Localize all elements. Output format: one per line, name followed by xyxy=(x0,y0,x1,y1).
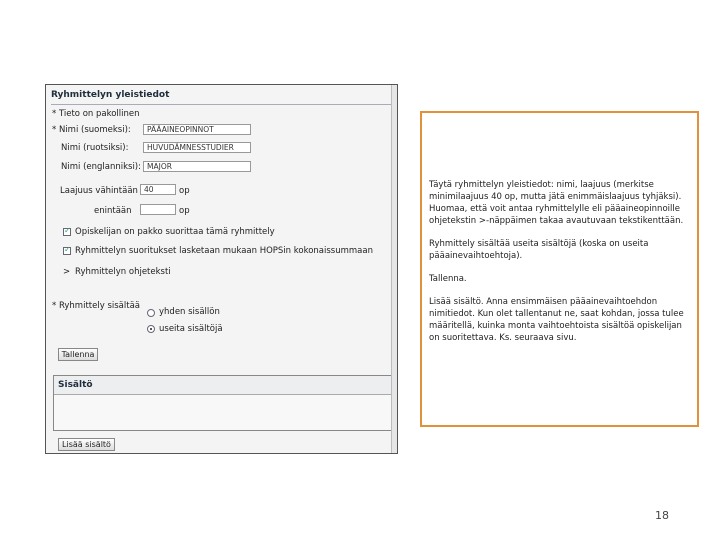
add-content-button[interactable]: Lisää sisältö xyxy=(58,438,115,451)
unit-op-min: op xyxy=(179,186,190,196)
count-in-hops-label: Ryhmittelyn suoritukset lasketaan mukaan HOPSin kokonaissummaan xyxy=(75,246,373,256)
screenshot-panel xyxy=(45,84,398,454)
note-save: Tallenna. xyxy=(429,274,467,284)
extent-max-input[interactable] xyxy=(140,204,176,215)
count-in-hops-checkbox[interactable] xyxy=(63,247,71,255)
radio-many-contents[interactable] xyxy=(147,325,155,333)
general-info-heading: Ryhmittelyn yleistiedot xyxy=(51,90,393,105)
note-add-content: Lisää sisältö. Anna ensimmäisen pääainevaihtoehdon nimitiedot. Kun olet tallentanut ne, saat kohdan, jossa tulee määritellä, kuinka monta vaihtoehtoista sisältöä opiskelijan on suoritettava. Ks. seuraava sivu. xyxy=(429,297,684,343)
name-fi-input[interactable]: PÄÄAINEOPINNOT xyxy=(143,124,251,135)
name-en-label: Nimi (englanniksi): xyxy=(61,162,141,172)
radio-one-label: yhden sisällön xyxy=(159,307,220,317)
note-multiple-contents: Ryhmittely sisältää useita sisältöjä (koska on useita pääainevaihtoehtoja). xyxy=(429,239,649,261)
name-fi-label: * Nimi (suomeksi): xyxy=(52,125,131,135)
required-note: * Tieto on pakollinen xyxy=(52,109,140,119)
extent-min-label: Laajuus vähintään xyxy=(60,186,138,196)
name-sv-input[interactable]: HUVUDÄMNESSTUDIER xyxy=(143,142,251,153)
radio-one-content[interactable] xyxy=(147,309,155,317)
name-sv-label: Nimi (ruotsiksi): xyxy=(61,143,129,153)
content-count-label: * Ryhmittely sisältää xyxy=(52,301,140,311)
mandatory-label: Opiskelijan on pakko suorittaa tämä ryhmittely xyxy=(75,227,275,237)
page-number: 18 xyxy=(655,509,669,522)
extent-min-input[interactable]: 40 xyxy=(140,184,176,195)
name-en-input[interactable]: MAJOR xyxy=(143,161,251,172)
instructions-expander[interactable]: Ryhmittelyn ohjeteksti xyxy=(75,267,171,277)
chevron-right-icon[interactable]: > xyxy=(63,267,71,277)
unit-op-max: op xyxy=(179,206,190,216)
instruction-box xyxy=(420,111,699,427)
extent-max-label: enintään xyxy=(94,206,132,216)
save-button[interactable]: Tallenna xyxy=(58,348,98,361)
mandatory-checkbox[interactable] xyxy=(63,228,71,236)
note-fill-info: Täytä ryhmittelyn yleistiedot: nimi, laajuus (merkitse minimilaajuus 40 op, mutta jätä enimmäislaajuus tyhjäksi). Huomaa, että voit antaa ryhmittelylle eli pääaineopinnoille ohjetekstin >-näppäimen takaa avautuvaan tekstikenttään. xyxy=(429,180,684,226)
content-heading: Sisältö xyxy=(54,376,393,395)
content-section xyxy=(53,375,394,431)
vertical-scrollbar[interactable] xyxy=(391,85,398,454)
radio-many-label: useita sisältöjä xyxy=(159,324,223,334)
